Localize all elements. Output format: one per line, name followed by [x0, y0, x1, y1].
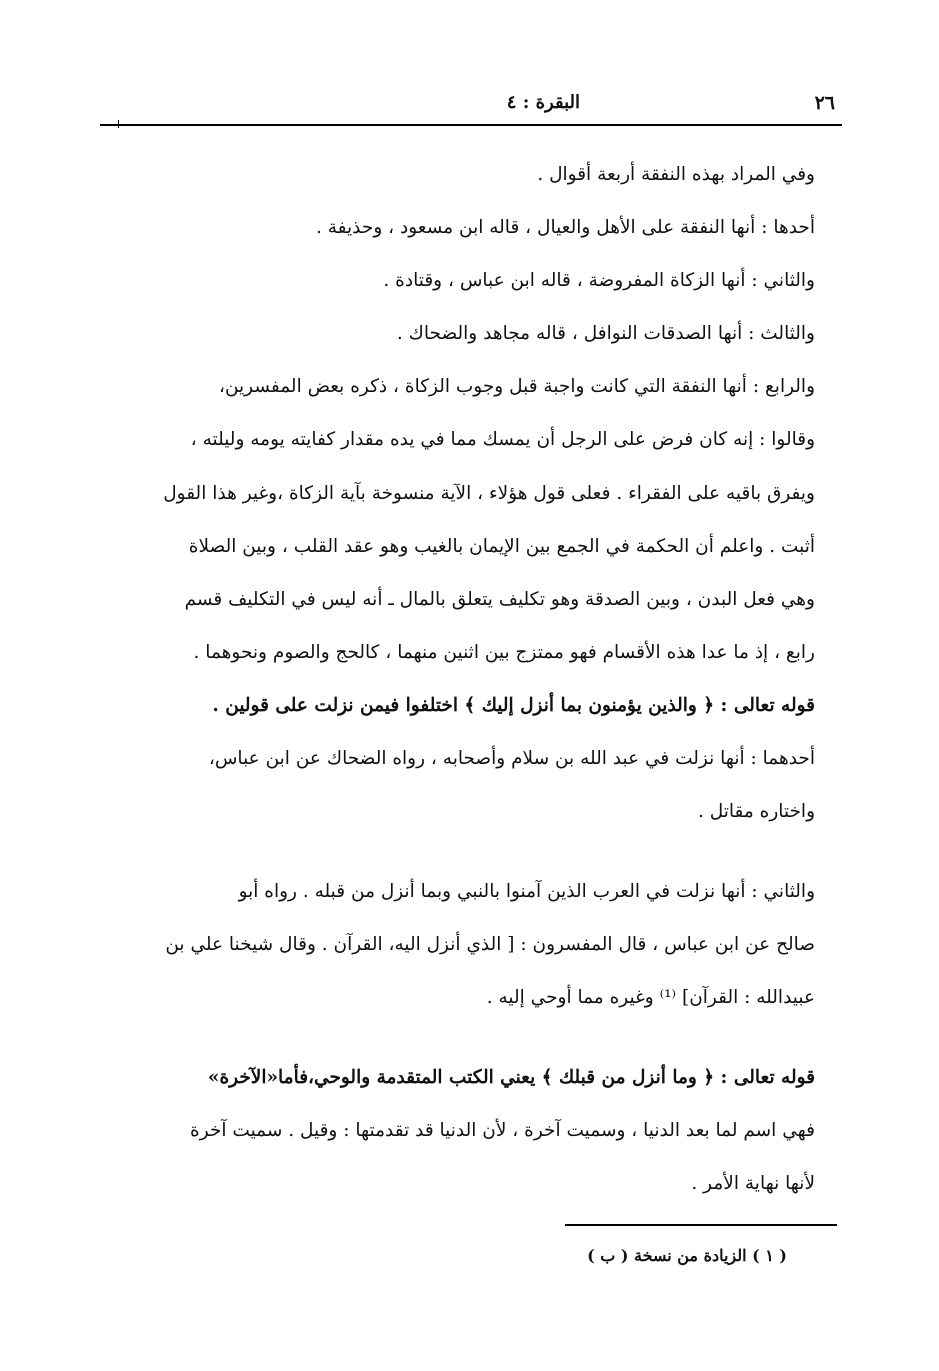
running-title: البقرة : ٤ [506, 92, 580, 113]
text-line: وهي فعل البدن ، وبين الصدقة وهو تكليف يتعلق بالمال ـ أنه ليس في التكليف قسم [184, 588, 815, 610]
header-rule-tick [118, 120, 119, 128]
text-line: والثالث : أنها الصدقات النوافل ، قاله مجاهد والضحاك . [396, 323, 815, 345]
verse-heading: قوله تعالى : ﴿ وما أنزل من قبلك ﴾ يعني الكتب المتقدمة والوحي،فأما«الآخرة» [207, 1066, 815, 1088]
text-line: رابع ، إذ ما عدا هذه الأقسام فهو ممتزج بين اثنين منهما ، كالحج والصوم ونحوهما . [193, 641, 815, 663]
header-rule [100, 124, 842, 126]
text-line: واختاره مقاتل . [697, 801, 815, 823]
text-line: وفي المراد بهذه النفقة أربعة أقوال . [537, 164, 815, 185]
footnote-rule [565, 1224, 837, 1226]
text-line: والثاني : أنها نزلت في العرب الذين آمنوا بالنبي وبما أنزل من قبله . رواه أبو [238, 880, 815, 902]
text-line: أثبت . واعلم أن الحكمة في الجمع بين الإيمان بالغيب وهو عقد القلب ، وبين الصلاة [188, 535, 815, 557]
body-text [80, 148, 815, 1210]
text-line: والثاني : أنها الزكاة المفروضة ، قاله ابن عباس ، وقتادة . [383, 270, 815, 292]
text-line: فهي اسم لما بعد الدنيا ، وسميت آخرة ، لأن الدنيا قد تقدمتها : وقيل . سميت آخرة [190, 1119, 815, 1141]
footnote: ( ١ ) الزيادة من نسخة ( ب ) [587, 1246, 787, 1265]
text-line: أحدهما : أنها نزلت في عبد الله بن سلام وأصحابه ، رواه الضحاك عن ابن عباس، [208, 748, 815, 770]
text-line: والرابع : أنها النفقة التي كانت واجبة قبل وجوب الزكاة ، ذكره بعض المفسرين، [218, 376, 815, 398]
text-line: وقالوا : إنه كان فرض على الرجل أن يمسك مما في يده مقدار كفايته يومه وليلته ، [190, 429, 815, 451]
page-number: ٢٦ [814, 92, 835, 114]
paragraph-gap [80, 1024, 815, 1051]
verse-heading: قوله تعالى : ﴿ والذين يؤمنون بما أنزل إليك ﴾ اختلفوا فيمن نزلت على قولين . [212, 694, 815, 716]
paragraph-gap [80, 838, 815, 865]
text-line: صالح عن ابن عباس ، قال المفسرون : [ الذي أنزل اليه، القرآن . وقال شيخنا علي بن [165, 933, 815, 955]
text-line: ويفرق باقيه على الفقراء . فعلى قول هؤلاء ، الآية منسوخة بآية الزكاة ،وغير هذا القول [163, 482, 815, 504]
page-header [100, 92, 835, 122]
text-line: لأنها نهاية الأمر . [691, 1172, 815, 1194]
text-line: أحدها : أنها النفقة على الأهل والعيال ، قاله ابن مسعود ، وحذيفة . [315, 217, 815, 239]
text-line: عبيدالله : القرآن] ⁽¹⁾ وغيره مما أوحي إليه . [486, 986, 815, 1008]
